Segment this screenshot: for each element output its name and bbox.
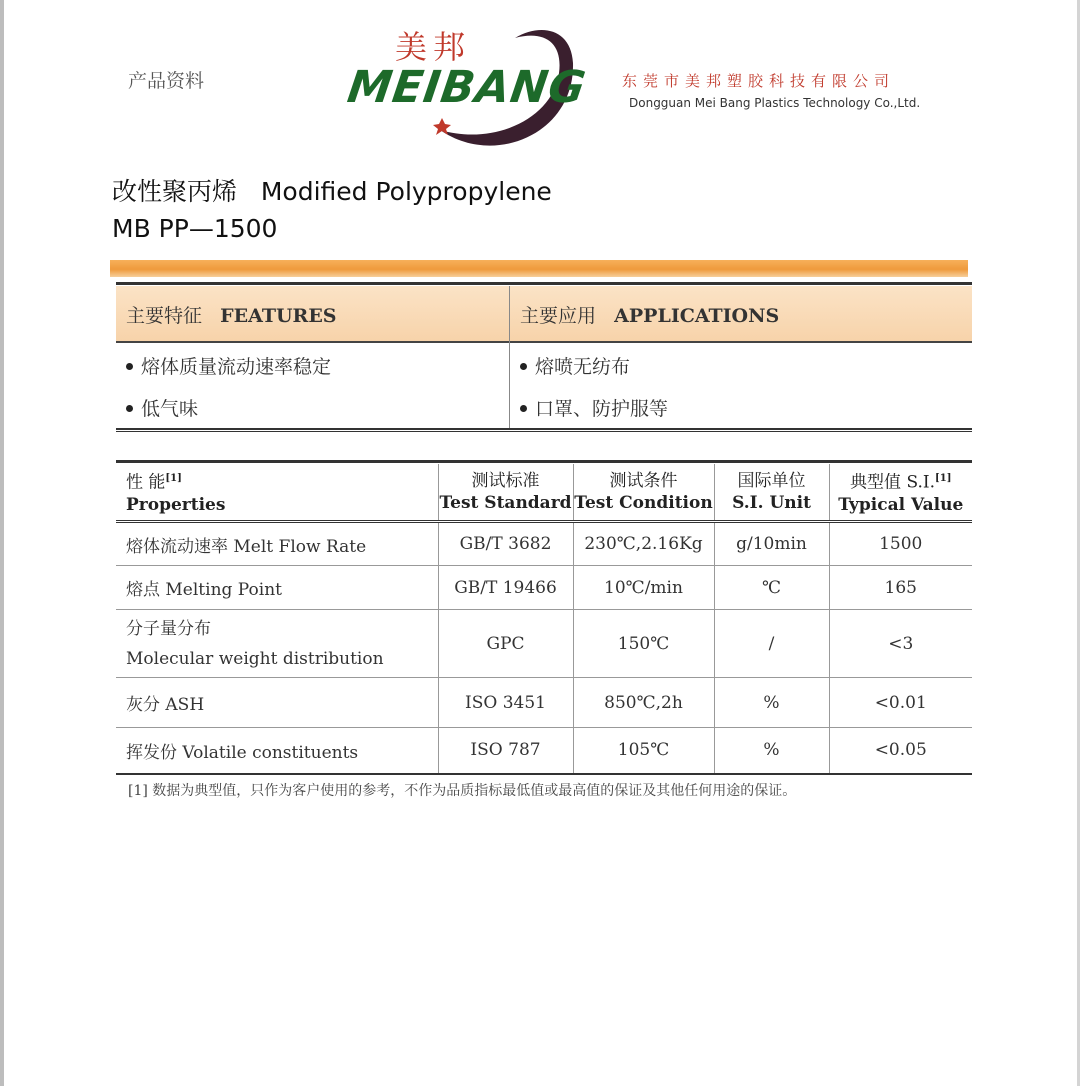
applications-heading-cn: 主要应用 <box>520 305 597 327</box>
application-item: 口罩、防护服等 <box>520 394 668 421</box>
features-heading <box>126 301 337 328</box>
table-row <box>116 728 972 774</box>
condition-cell: 10℃/min <box>573 566 714 610</box>
condition-cell: 150℃ <box>573 610 714 678</box>
product-code: MB PP—1500 <box>112 214 278 243</box>
applications-heading <box>520 301 779 328</box>
bullet-icon <box>126 405 133 412</box>
condition-cell: 850℃,2h <box>573 678 714 728</box>
bullet-icon <box>126 363 133 370</box>
applications-heading-en: APPLICATIONS <box>614 305 780 327</box>
table-top-rule <box>116 282 972 285</box>
bullet-icon <box>520 405 527 412</box>
standard-cell: ISO 3451 <box>438 678 573 728</box>
company-name-cn: 东莞市美邦塑胶科技有限公司 <box>622 72 896 90</box>
table-row <box>116 522 972 566</box>
unit-cell: ℃ <box>714 566 829 610</box>
standard-cell: ISO 787 <box>438 728 573 774</box>
page-edge-left <box>0 0 4 1086</box>
table-row <box>116 610 972 678</box>
property-cell: 灰分 ASH <box>116 678 438 728</box>
footnote: [1] 数据为典型值，只作为客户使用的参考，不作为品质指标最低值或最高值的保证及其他任何用途的保证。 <box>128 783 797 799</box>
header-typical-value: 典型值 S.I.[1] Typical Value <box>829 464 972 522</box>
property-cell: 分子量分布 Molecular weight distribution <box>116 610 438 678</box>
company-name-en: Dongguan Mei Bang Plastics Technology Co.,Ltd. <box>629 96 921 110</box>
standard-cell: GB/T 3682 <box>438 522 573 566</box>
unit-cell: % <box>714 728 829 774</box>
value-cell: <0.05 <box>829 728 972 774</box>
features-heading-cn: 主要特征 <box>126 305 203 327</box>
value-cell: <0.01 <box>829 678 972 728</box>
header-si-unit: 国际单位 S.I. Unit <box>714 464 829 522</box>
logo-english-text: MEIBANG <box>344 62 590 113</box>
value-cell: 165 <box>829 566 972 610</box>
feature-item: 熔体质量流动速率稳定 <box>126 352 331 379</box>
standard-cell: GPC <box>438 610 573 678</box>
header-test-standard: 测试标准 Test Standard <box>438 464 573 522</box>
header-properties: 性 能[1] Properties <box>116 464 438 522</box>
column-separator <box>509 286 510 428</box>
table-header-row <box>116 464 972 522</box>
logo-chinese-text: 美邦 <box>395 28 472 66</box>
features-heading-en: FEATURES <box>220 305 337 327</box>
unit-cell: / <box>714 610 829 678</box>
product-title: 改性聚丙烯 Modified Polypropylene <box>112 177 552 206</box>
property-cell: 熔点 Melting Point <box>116 566 438 610</box>
features-applications-table <box>116 282 972 432</box>
bullet-icon <box>520 363 527 370</box>
table-row <box>116 566 972 610</box>
application-item: 熔喷无纺布 <box>520 352 630 379</box>
table-bottom-rule <box>116 428 972 432</box>
property-cell: 熔体流动速率 Melt Flow Rate <box>116 522 438 566</box>
value-cell: <3 <box>829 610 972 678</box>
condition-cell: 230℃,2.16Kg <box>573 522 714 566</box>
properties-table <box>116 460 972 775</box>
condition-cell: 105℃ <box>573 728 714 774</box>
header-test-condition: 测试条件 Test Condition <box>573 464 714 522</box>
property-cell: 挥发份 Volatile constituents <box>116 728 438 774</box>
table-row <box>116 678 972 728</box>
unit-cell: g/10min <box>714 522 829 566</box>
feature-item: 低气味 <box>126 394 198 421</box>
unit-cell: % <box>714 678 829 728</box>
value-cell: 1500 <box>829 522 972 566</box>
section-divider-bar <box>110 260 968 277</box>
standard-cell: GB/T 19466 <box>438 566 573 610</box>
document-label: 产品资料 <box>128 70 205 92</box>
